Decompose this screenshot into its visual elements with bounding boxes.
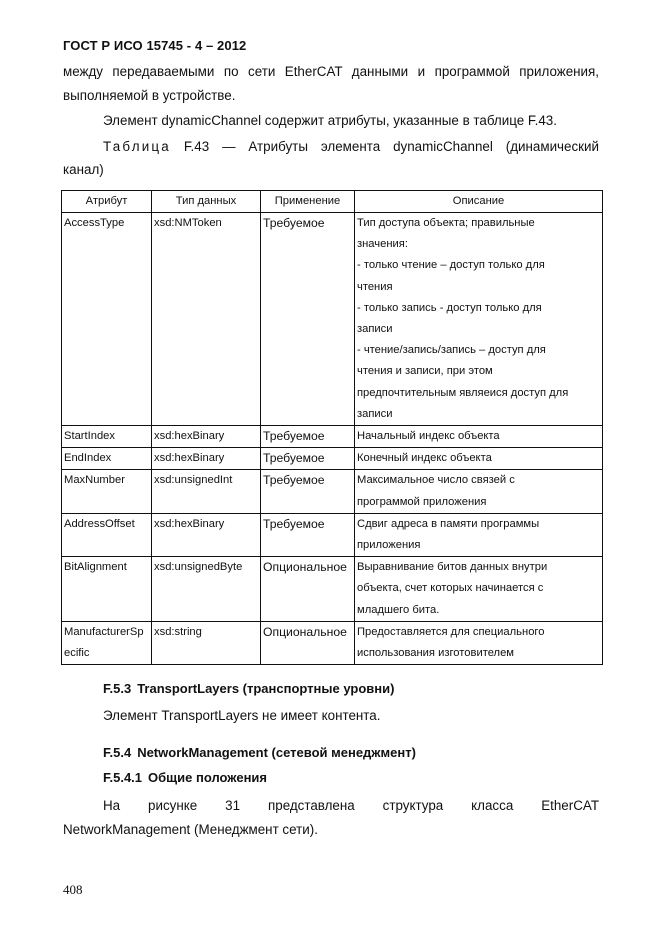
description-line: Тип доступа объекта; правильные (357, 217, 535, 229)
header-attribute: Атрибут (62, 191, 152, 213)
element-description: Элемент dynamicChannel содержит атрибуты, указанные в таблице F.43. (103, 113, 557, 128)
description-line: чтения и записи, при этом (357, 365, 493, 378)
description-line: записи (357, 407, 393, 420)
cell-usage: Требуемое (261, 470, 355, 513)
description-line: Сдвиг адреса в памяти программы (357, 517, 540, 530)
page-number: 408 (63, 882, 83, 897)
cell-attribute: BitAlignment (62, 557, 152, 622)
description-line: Выравнивание битов данных внутри (357, 561, 548, 574)
section-f53-text: Элемент TransportLayers не имеет контента. (103, 708, 381, 723)
attributes-table (61, 190, 603, 665)
section-f541-text-line2: NetworkManagement (Менеджмент сети). (63, 822, 318, 837)
description-line: Максимальное число связей с (357, 474, 515, 487)
cell-usage: Требуемое (261, 213, 355, 426)
cell-data-type: xsd:NMToken (152, 213, 261, 426)
section-f541-number: F.5.4.1 (103, 770, 143, 785)
cell-data-type: xsd:unsignedInt (152, 470, 261, 513)
section-f54-number: F.5.4 (103, 745, 132, 760)
cell-description (355, 470, 603, 513)
cell-attribute: ManufacturerSpecific (62, 621, 152, 664)
cell-attribute: EndIndex (62, 448, 152, 470)
table-row (62, 213, 603, 426)
table-row (62, 513, 603, 556)
cell-usage: Требуемое (261, 426, 355, 448)
cell-attribute: AddressOffset (62, 513, 152, 556)
cell-description (355, 448, 603, 470)
description-line: Конечный индекс объекта (357, 452, 492, 465)
intro-paragraph-line2: выполняемой в устройстве. (63, 88, 236, 103)
description-line: Предоставляется для специального (357, 625, 545, 638)
cell-usage: Требуемое (261, 448, 355, 470)
table-row (62, 470, 603, 513)
cell-description (355, 557, 603, 622)
description-line: значения: (357, 238, 408, 251)
description-line: объекта, счет которых начинается с (357, 582, 544, 595)
description-line: программой приложения (357, 495, 487, 508)
cell-data-type: xsd:hexBinary (152, 426, 261, 448)
description-line: Начальный индекс объекта (357, 430, 500, 443)
section-f54-title: NetworkManagement (сетевой менеджмент) (137, 745, 416, 760)
table-row (62, 621, 603, 664)
section-f541-text-line1: На рисунке 31 представлена структура класса EtherCAT (103, 798, 599, 813)
section-f53-number: F.5.3 (103, 681, 132, 696)
description-line: - чтение/запись/запись – доступ для (357, 344, 546, 357)
description-line: использования изготовителем (357, 647, 514, 660)
description-line: предпочтительным являеися доступ для (357, 386, 569, 399)
cell-data-type: xsd:unsignedByte (152, 557, 261, 622)
cell-data-type: xsd:string (152, 621, 261, 664)
header-description: Описание (355, 191, 603, 213)
cell-usage: Требуемое (261, 513, 355, 556)
cell-description (355, 426, 603, 448)
section-f53-title: TransportLayers (транспортные уровни) (137, 681, 395, 696)
section-f541-title: Общие положения (148, 770, 268, 785)
section-f54-heading (103, 745, 416, 760)
section-f53-heading (103, 681, 394, 696)
table-row (62, 426, 603, 448)
cell-data-type: xsd:hexBinary (152, 448, 261, 470)
header-data-type: Тип данных (152, 191, 261, 213)
cell-usage: Опциональное (261, 557, 355, 622)
table-caption-text: F.43 — Атрибуты элемента dynamicChannel (динамический (170, 139, 599, 154)
description-line: младшего бита. (357, 603, 440, 616)
description-line: чтения (357, 280, 393, 293)
cell-description (355, 513, 603, 556)
section-f541-heading (103, 770, 267, 785)
header-usage: Применение (261, 191, 355, 213)
description-line: - только чтение – доступ только для (357, 259, 545, 272)
table-caption-line1 (63, 135, 599, 158)
cell-description (355, 621, 603, 664)
description-line: записи (357, 323, 393, 336)
cell-data-type: xsd:hexBinary (152, 513, 261, 556)
table-caption-label: Таблица (103, 139, 171, 154)
cell-description (355, 213, 603, 426)
cell-attribute: StartIndex (62, 426, 152, 448)
table-header-row (62, 191, 603, 213)
cell-attribute: AccessType (62, 213, 152, 426)
cell-attribute: MaxNumber (62, 470, 152, 513)
cell-usage: Опциональное (261, 621, 355, 664)
description-line: - только запись - доступ только для (357, 301, 542, 314)
page-header-title: ГОСТ Р ИСО 15745 - 4 – 2012 (63, 38, 247, 53)
table-caption-line2: канал) (63, 162, 104, 177)
table-row (62, 557, 603, 622)
intro-paragraph-line1: между передаваемыми по сети EtherCAT данными и программой приложения, (63, 64, 599, 79)
description-line: приложения (357, 539, 421, 552)
table-row (62, 448, 603, 470)
